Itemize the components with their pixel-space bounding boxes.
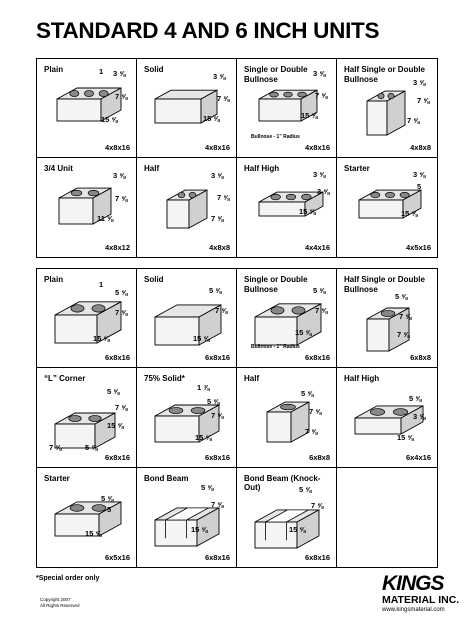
dimension-label: 1 [99, 280, 104, 289]
company-logo: KINGS [382, 572, 444, 595]
unit-size: 4x8x8 [209, 243, 230, 252]
block-drawing [159, 178, 214, 238]
unit-name: Solid [144, 65, 164, 74]
copyright: Copyright 2007 All Rights Reserved [40, 597, 80, 608]
unit-name: Half [244, 374, 260, 384]
company-name: MATERIAL INC. [382, 594, 460, 606]
unit-size: 4x8x16 [304, 143, 330, 152]
dimension-label: 5 ⅝ [207, 397, 220, 407]
unit-cell [337, 59, 437, 158]
unit-name: 3/4 Unit [44, 164, 73, 173]
unit-name: Single or Double Bullnose [244, 275, 308, 294]
unit-cell [37, 158, 137, 257]
unit-size: 6x8x16 [204, 353, 230, 363]
dimension-label: 5 ⅝ [301, 389, 314, 399]
block-drawing [149, 287, 224, 357]
six-inch-units-grid [36, 268, 438, 568]
dimension-label: 3 ⅝ [113, 69, 126, 78]
unit-size: 6x8x16 [104, 452, 130, 462]
dimension-label: 1 [99, 67, 104, 76]
dimension-label: 3 ⅝ [211, 171, 224, 180]
dimension-label: 15 ⅝ [203, 114, 220, 123]
dimension-label: 5 [417, 182, 422, 191]
dimension-label: 5 ⅝ [395, 292, 408, 301]
unit-cell [337, 269, 437, 368]
dimension-label: 5 ⅝ [115, 288, 128, 297]
dimension-label: 7 ⅝ [217, 94, 230, 103]
dimension-label: 5 ⅝ [299, 484, 312, 494]
special-order-note: *Special order only [36, 575, 100, 582]
unit-name: Starter [344, 164, 370, 173]
unit-cell [37, 59, 137, 158]
dimension-label: 5 ⅝ [209, 286, 222, 295]
dimension-label: 15 ⅝ [193, 334, 210, 343]
block-drawing [357, 81, 417, 141]
unit-name: Bond Beam (Knock-Out) [244, 473, 321, 493]
unit-name: 75% Solid* [144, 374, 185, 384]
dimension-label: 7 ⅝ [115, 403, 128, 413]
dimension-label: 3 ⅝ [413, 170, 426, 179]
unit-size: 6x8x16 [204, 553, 230, 562]
block-drawing [149, 81, 224, 141]
dimension-label: 3 ⅝ [413, 412, 426, 422]
dimension-label: 7 ⅝ [115, 194, 128, 203]
unit-cell [37, 269, 137, 368]
unit-name: Plain [44, 275, 64, 284]
company-website: www.kingsmaterial.com [382, 607, 445, 613]
block-drawing [149, 488, 224, 558]
empty-cell [337, 468, 437, 567]
dimension-label: 7 ⅝ [407, 116, 420, 125]
unit-name: Half Single or Double Bullnose [344, 275, 425, 294]
dimension-label: 15 ⅝ [299, 207, 316, 216]
dimension-label: 11 ⅝ [97, 214, 114, 223]
dimension-label: 7 ⅝ [309, 407, 322, 417]
page-title: STANDARD 4 AND 6 INCH UNITS [36, 18, 380, 43]
dimension-label: 15 ⅝ [93, 334, 110, 343]
dimension-label: 7 ⅝ [211, 411, 224, 421]
dimension-label: 15 ⅝ [101, 115, 118, 124]
dimension-label: 15 ⅝ [295, 328, 312, 337]
unit-size: 6x8x8 [309, 452, 330, 462]
dimension-label: 15 ⅝ [107, 421, 124, 431]
unit-name: Bond Beam [144, 473, 189, 483]
dimension-label: 3 ⅝ [313, 69, 326, 78]
block-drawing [49, 285, 124, 355]
dimension-label: 7 ⅝ [311, 500, 324, 510]
dimension-label: 5 ⅝ [85, 443, 98, 453]
unit-cell [237, 368, 337, 467]
unit-size: 4x4x16 [304, 243, 330, 252]
dimension-label: 7 ⅝ [399, 312, 412, 321]
unit-name: Single or Double Bullnose [244, 65, 308, 84]
dimension-label: 15 ⅝ [195, 433, 212, 443]
unit-name: Half High [344, 374, 380, 384]
unit-size: 4x5x16 [405, 243, 431, 252]
unit-size: 6x4x16 [405, 452, 431, 462]
dimension-label: 7 ⅝ [417, 96, 430, 105]
unit-size: 4x8x12 [104, 243, 130, 252]
dimension-label: 3 ⅝ [413, 78, 426, 87]
unit-cell [37, 368, 137, 467]
dimension-label: 7 ⅝ [315, 91, 328, 100]
bullnose-note: Bullnose - 1" Radius [251, 344, 300, 351]
dimension-label: 7 ⅝ [115, 308, 128, 317]
unit-name: Solid [144, 275, 164, 284]
dimension-label: 5 ⅝ [409, 394, 422, 404]
dimension-label: 7 ⅝ [217, 193, 230, 202]
dimension-label: 15 ⅝ [397, 433, 414, 443]
unit-name: “L” Corner [44, 374, 86, 384]
block-drawing [51, 77, 126, 137]
unit-size: 6x8x8 [410, 353, 431, 363]
unit-cell [237, 468, 337, 567]
dimension-label: 5 [107, 504, 112, 514]
dimension-label: 7 ⅝ [315, 306, 328, 315]
dimension-label: 5 ⅝ [101, 493, 114, 503]
block-drawing [51, 178, 121, 238]
dimension-label: 5 ⅝ [107, 387, 120, 397]
block-drawing [251, 77, 326, 137]
unit-name: Half Single or Double Bullnose [344, 65, 425, 84]
dimension-label: 7 ⅝ [211, 499, 224, 509]
unit-size: 6x5x16 [104, 553, 130, 562]
unit-cell [237, 158, 337, 257]
dimension-label: 3 ⅝ [113, 171, 126, 180]
dimension-label: 3 ⅝ [313, 170, 326, 179]
unit-size: 4x8x8 [410, 143, 431, 152]
dimension-label: 7 ⅝ [115, 92, 128, 101]
unit-cell [137, 59, 237, 158]
dimension-label: 15 ⅝ [301, 111, 318, 120]
unit-size: 6x8x16 [104, 353, 130, 363]
dimension-label: 5 ⅝ [201, 482, 214, 492]
dimension-label: 3 ⅝ [317, 187, 330, 196]
unit-cell [237, 269, 337, 368]
bullnose-note: Bullnose - 1" Radius [251, 134, 300, 140]
unit-cell [37, 468, 137, 567]
dimension-label: 1 ⅞ [197, 383, 210, 393]
dimension-label: 3 ⅝ [213, 72, 226, 81]
unit-size: 4x8x16 [104, 143, 130, 152]
dimension-label: 7 ⅝ [397, 330, 410, 339]
unit-cell [137, 468, 237, 567]
unit-size: 6x8x16 [304, 553, 330, 562]
unit-size: 6x8x16 [204, 452, 230, 462]
dimension-label: 5 ⅝ [313, 286, 326, 295]
unit-name: Half High [244, 164, 280, 173]
unit-name: Starter [44, 473, 70, 483]
dimension-label: 7 ⅝ [49, 443, 62, 453]
unit-cell [137, 269, 237, 368]
unit-size: 6x8x16 [304, 353, 330, 363]
dimension-label: 7 ⅝ [305, 427, 318, 437]
unit-cell [137, 368, 237, 467]
dimension-label: 15 ⅝ [85, 528, 102, 538]
block-drawing [357, 289, 417, 359]
dimension-label: 15 ⅝ [401, 209, 418, 218]
dimension-label: 7 ⅝ [215, 306, 228, 315]
four-inch-units-grid [36, 58, 438, 258]
unit-cell [337, 158, 437, 257]
unit-cell [237, 59, 337, 158]
dimension-label: 15 ⅝ [191, 524, 208, 534]
dimension-label: 15 ⅝ [289, 524, 306, 534]
unit-name: Half [144, 164, 160, 173]
unit-size: 4x8x16 [204, 143, 230, 152]
unit-name: Plain [44, 65, 64, 74]
unit-cell [337, 368, 437, 467]
dimension-label: 7 ⅝ [211, 214, 224, 223]
unit-cell [137, 158, 237, 257]
